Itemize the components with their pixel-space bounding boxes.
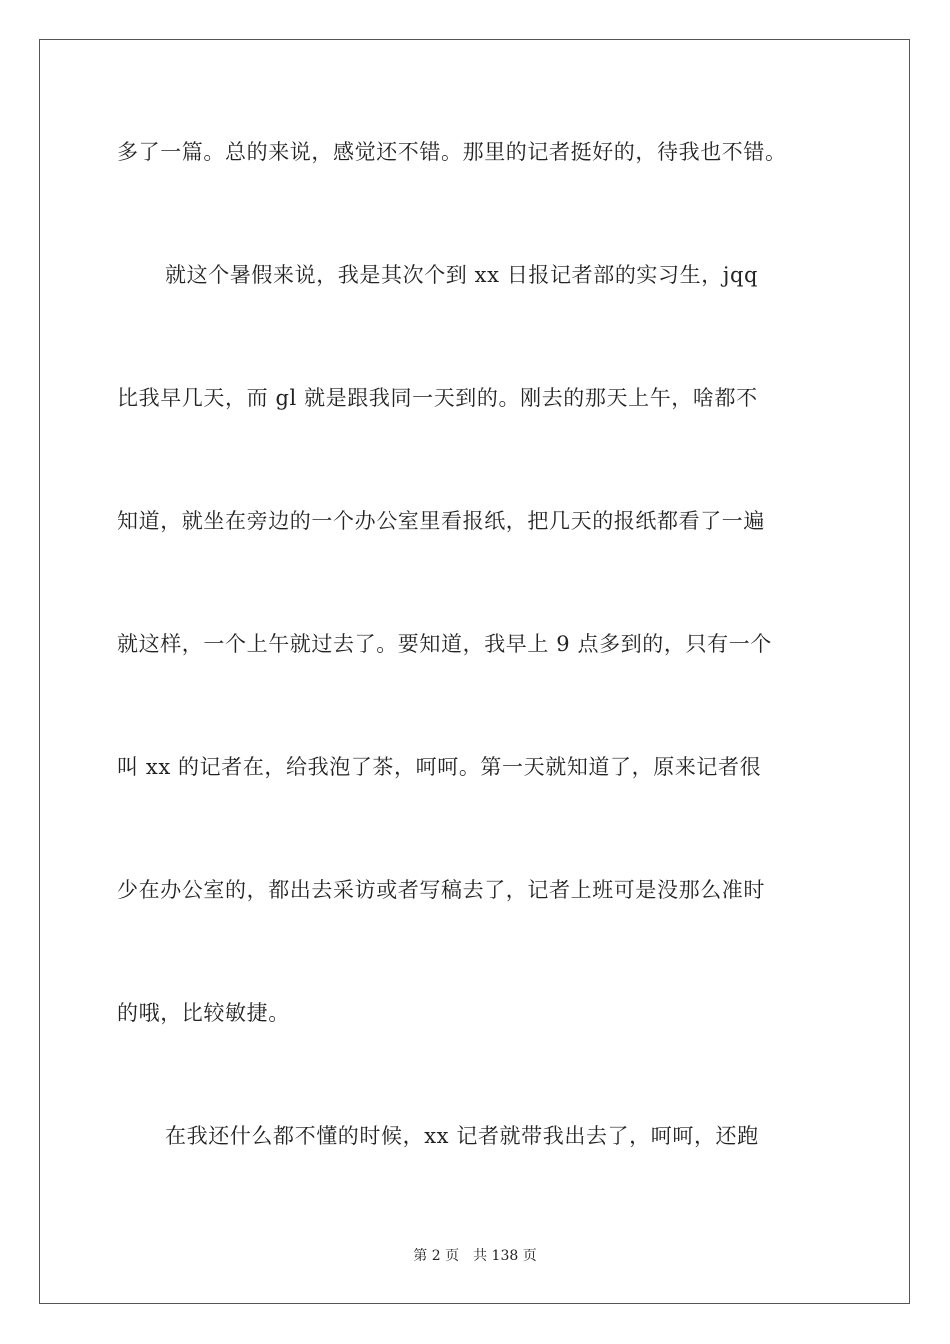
page-number: 第 2 页 (413, 1248, 460, 1264)
page-total: 共 138 页 (473, 1248, 537, 1264)
page-footer (0, 1246, 950, 1266)
text-line: 多了一篇。总的来说，感觉还不错。那里的记者挺好的，待我也不错。 (117, 140, 787, 164)
paragraph-start-line: 就这个暑假来说，我是其次个到 xx 日报记者部的实习生，jqq (165, 263, 759, 287)
text-line: 就这样，一个上午就过去了。要知道，我早上 9 点多到的，只有一个 (117, 632, 772, 656)
text-line: 叫 xx 的记者在，给我泡了茶，呵呵。第一天就知道了，原来记者很 (117, 755, 762, 779)
page-border (39, 39, 910, 1304)
text-line: 知道，就坐在旁边的一个办公室里看报纸，把几天的报纸都看了一遍 (117, 509, 765, 533)
paragraph-start-line: 在我还什么都不懂的时候，xx 记者就带我出去了，呵呵，还跑 (165, 1124, 759, 1148)
text-line: 的哦，比较敏捷。 (117, 1001, 290, 1025)
text-line: 少在办公室的，都出去采访或者写稿去了，记者上班可是没那么准时 (117, 878, 765, 902)
text-line: 比我早几天，而 gl 就是跟我同一天到的。刚去的那天上午，啥都不 (117, 386, 758, 410)
